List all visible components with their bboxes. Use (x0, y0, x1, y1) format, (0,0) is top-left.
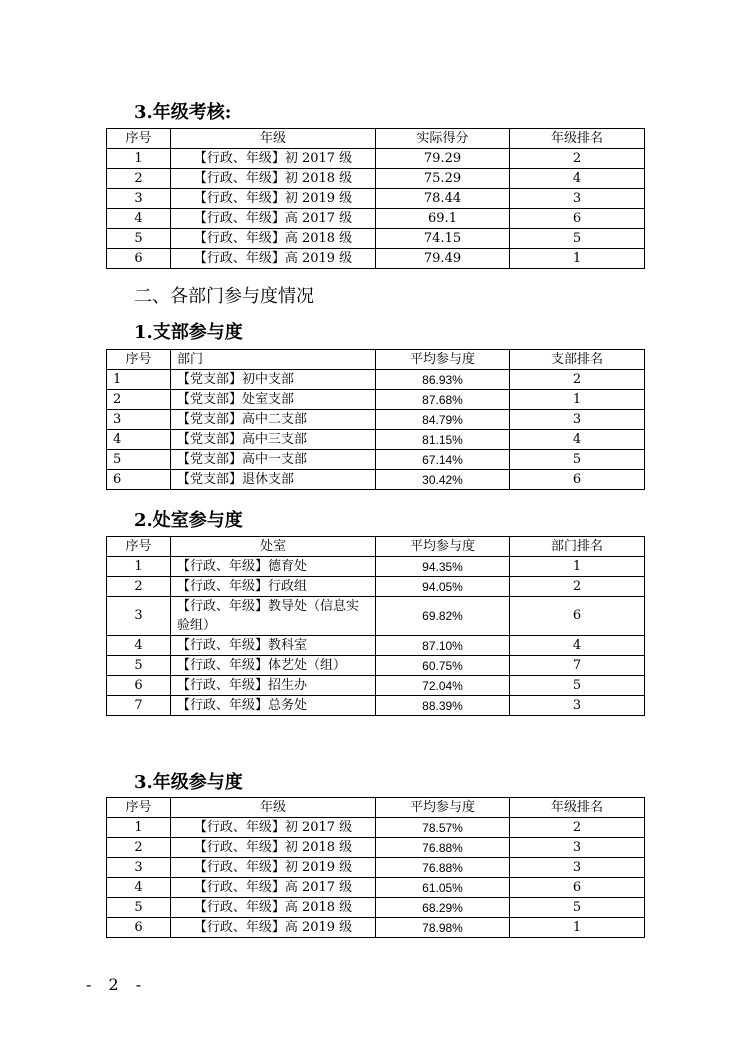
column-header: 年级排名 (510, 129, 645, 149)
table-row (107, 878, 645, 898)
row-index: 4 (107, 636, 171, 656)
table-row (107, 229, 645, 249)
participation-rate: 61.05% (376, 878, 510, 898)
score: 69.1 (376, 209, 510, 229)
table-row (107, 898, 645, 918)
rank: 3 (510, 410, 645, 430)
row-index: 6 (107, 470, 171, 490)
participation-rate: 72.04% (376, 676, 510, 696)
office-name: 【行政、年级】教导处（信息实验组） (171, 597, 376, 636)
row-index: 1 (107, 149, 171, 169)
participation-rate: 94.35% (376, 557, 510, 577)
branch-name: 【党支部】处室支部 (171, 390, 376, 410)
participation-rate: 68.29% (376, 898, 510, 918)
row-index: 6 (107, 676, 171, 696)
branch-name: 【党支部】退休支部 (171, 470, 376, 490)
participation-rate: 60.75% (376, 656, 510, 676)
participation-rate: 76.88% (376, 858, 510, 878)
rank: 2 (510, 370, 645, 390)
rank: 4 (510, 636, 645, 656)
table-row (107, 189, 645, 209)
rank: 5 (510, 229, 645, 249)
participation-rate: 67.14% (376, 450, 510, 470)
rank: 4 (510, 169, 645, 189)
participation-rate: 81.15% (376, 430, 510, 450)
participation-rate: 86.93% (376, 370, 510, 390)
column-header: 序号 (107, 798, 171, 818)
rank: 3 (510, 696, 645, 716)
office-name: 【行政、年级】体艺处（组） (171, 656, 376, 676)
page-number: - 2 - (86, 975, 148, 994)
table-row (107, 370, 645, 390)
grade-name: 【行政、年级】初 2018 级 (171, 838, 376, 858)
participation-heading: 二、各部门参与度情况 (134, 286, 314, 307)
table-row (107, 818, 645, 838)
rank: 5 (510, 676, 645, 696)
column-header: 处室 (171, 537, 376, 557)
table-header-row (107, 798, 645, 818)
office-table (106, 536, 645, 716)
rank: 7 (510, 656, 645, 676)
row-index: 5 (107, 898, 171, 918)
rank: 2 (510, 577, 645, 597)
row-index: 6 (107, 918, 171, 938)
branch-name: 【党支部】高中二支部 (171, 410, 376, 430)
row-index: 1 (107, 370, 171, 390)
row-index: 1 (107, 557, 171, 577)
table-row (107, 597, 645, 636)
row-index: 7 (107, 696, 171, 716)
column-header: 序号 (107, 129, 171, 149)
table-row (107, 696, 645, 716)
rank: 6 (510, 878, 645, 898)
score: 75.29 (376, 169, 510, 189)
office-name: 【行政、年级】招生办 (171, 676, 376, 696)
column-header: 序号 (107, 350, 171, 370)
column-header: 支部排名 (510, 350, 645, 370)
score: 78.44 (376, 189, 510, 209)
row-index: 3 (107, 189, 171, 209)
column-header: 实际得分 (376, 129, 510, 149)
row-index: 5 (107, 450, 171, 470)
rank: 2 (510, 818, 645, 838)
column-header: 部门 (171, 350, 376, 370)
row-index: 1 (107, 818, 171, 838)
row-index: 3 (107, 858, 171, 878)
table-header-row (107, 537, 645, 557)
table-row (107, 450, 645, 470)
table-header-row (107, 350, 645, 370)
grade-exam-heading: 3.年级考核: (134, 102, 232, 123)
table-row (107, 858, 645, 878)
table-row (107, 636, 645, 656)
table-row (107, 249, 645, 269)
column-header: 平均参与度 (376, 798, 510, 818)
row-index: 2 (107, 577, 171, 597)
participation-rate: 30.42% (376, 470, 510, 490)
participation-rate: 87.10% (376, 636, 510, 656)
row-index: 5 (107, 656, 171, 676)
table-row (107, 676, 645, 696)
grade-exam-table (106, 128, 645, 269)
row-index: 5 (107, 229, 171, 249)
office-name: 【行政、年级】总务处 (171, 696, 376, 716)
grade-name: 【行政、年级】高 2017 级 (171, 878, 376, 898)
rank: 2 (510, 149, 645, 169)
row-index: 4 (107, 430, 171, 450)
table-row (107, 390, 645, 410)
score: 79.29 (376, 149, 510, 169)
grade-name: 【行政、年级】初 2017 级 (171, 818, 376, 838)
participation-rate: 78.98% (376, 918, 510, 938)
participation-rate: 94.05% (376, 577, 510, 597)
column-header: 部门排名 (510, 537, 645, 557)
table-row (107, 918, 645, 938)
table-row (107, 577, 645, 597)
column-header: 年级 (171, 798, 376, 818)
column-header: 平均参与度 (376, 537, 510, 557)
grade-participation-heading: 3.年级参与度 (134, 772, 243, 793)
table-row (107, 470, 645, 490)
grade-name: 【行政、年级】初 2019 级 (171, 189, 376, 209)
grade-name: 【行政、年级】高 2018 级 (171, 229, 376, 249)
participation-rate: 76.88% (376, 838, 510, 858)
grade-name: 【行政、年级】高 2017 级 (171, 209, 376, 229)
row-index: 2 (107, 169, 171, 189)
branch-name: 【党支部】高中一支部 (171, 450, 376, 470)
office-name: 【行政、年级】德育处 (171, 557, 376, 577)
rank: 6 (510, 209, 645, 229)
participation-rate: 78.57% (376, 818, 510, 838)
rank: 1 (510, 249, 645, 269)
row-index: 4 (107, 878, 171, 898)
table-row (107, 838, 645, 858)
branch-table (106, 349, 645, 490)
participation-rate: 69.82% (376, 597, 510, 636)
rank: 5 (510, 450, 645, 470)
rank: 1 (510, 557, 645, 577)
rank: 4 (510, 430, 645, 450)
grade-name: 【行政、年级】高 2018 级 (171, 898, 376, 918)
participation-rate: 87.68% (376, 390, 510, 410)
score: 74.15 (376, 229, 510, 249)
table-row (107, 656, 645, 676)
rank: 1 (510, 918, 645, 938)
grade-name: 【行政、年级】初 2019 级 (171, 858, 376, 878)
office-heading: 2.处室参与度 (134, 510, 243, 531)
office-name: 【行政、年级】行政组 (171, 577, 376, 597)
grade-name: 【行政、年级】高 2019 级 (171, 249, 376, 269)
participation-rate: 84.79% (376, 410, 510, 430)
table-row (107, 557, 645, 577)
office-name: 【行政、年级】教科室 (171, 636, 376, 656)
table-row (107, 149, 645, 169)
row-index: 2 (107, 838, 171, 858)
table-header-row (107, 129, 645, 149)
branch-heading: 1.支部参与度 (134, 322, 243, 343)
row-index: 2 (107, 390, 171, 410)
table-row (107, 410, 645, 430)
rank: 3 (510, 189, 645, 209)
rank: 6 (510, 597, 645, 636)
rank: 5 (510, 898, 645, 918)
row-index: 3 (107, 410, 171, 430)
column-header: 年级排名 (510, 798, 645, 818)
grade-name: 【行政、年级】初 2017 级 (171, 149, 376, 169)
grade-name: 【行政、年级】高 2019 级 (171, 918, 376, 938)
table-row (107, 169, 645, 189)
row-index: 4 (107, 209, 171, 229)
rank: 3 (510, 838, 645, 858)
column-header: 序号 (107, 537, 171, 557)
grade-participation-table (106, 797, 645, 938)
row-index: 6 (107, 249, 171, 269)
row-index: 3 (107, 597, 171, 636)
branch-name: 【党支部】高中三支部 (171, 430, 376, 450)
rank: 6 (510, 470, 645, 490)
column-header: 平均参与度 (376, 350, 510, 370)
participation-rate: 88.39% (376, 696, 510, 716)
grade-name: 【行政、年级】初 2018 级 (171, 169, 376, 189)
table-row (107, 430, 645, 450)
rank: 3 (510, 858, 645, 878)
rank: 1 (510, 390, 645, 410)
score: 79.49 (376, 249, 510, 269)
table-row (107, 209, 645, 229)
branch-name: 【党支部】初中支部 (171, 370, 376, 390)
column-header: 年级 (171, 129, 376, 149)
